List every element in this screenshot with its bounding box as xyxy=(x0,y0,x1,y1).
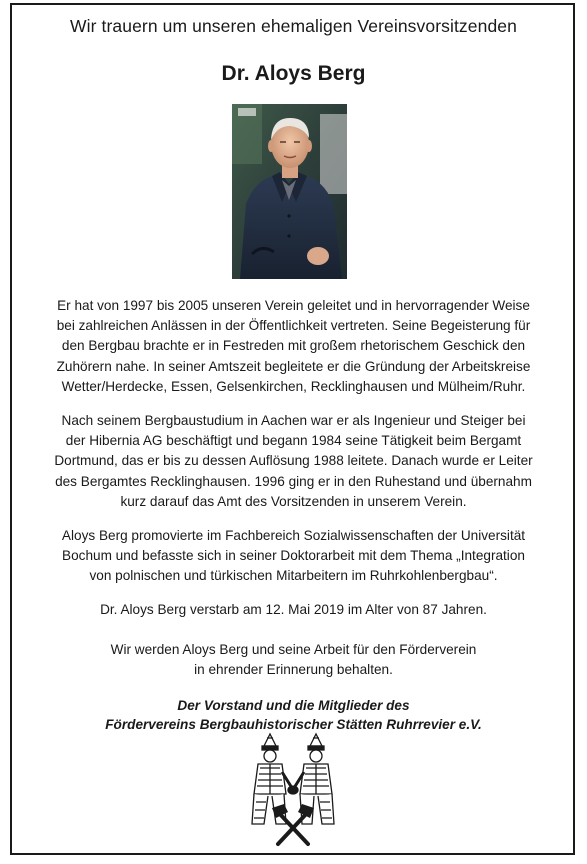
text-line: Bochum und befasste sich in seiner Doktorarbeit mit dem Thema „Integration xyxy=(62,548,525,564)
miners-emblem xyxy=(248,732,338,850)
signature-line: Fördervereins Bergbauhistorischer Stätten Ruhrrevier e.V. xyxy=(105,717,482,732)
page-heading: Wir trauern um unseren ehemaligen Vereinsvorsitzenden xyxy=(70,16,517,36)
portrait-image xyxy=(232,104,347,279)
text-line: Dr. Aloys Berg verstarb am 12. Mai 2019 im Alter von 87 Jahren. xyxy=(100,602,487,617)
text-line: von polnischen und türkischen Mitarbeitern im Ruhrkohlenbergbau“. xyxy=(89,568,498,584)
text-line: Er hat von 1997 bis 2005 unseren Verein geleitet und in hervorragender Weise xyxy=(57,298,530,313)
paragraph-career xyxy=(20,411,567,512)
text-line: des Bergamtes Recklinghausen. 1996 ging er in den Ruhestand und übernahm xyxy=(55,473,532,489)
paragraph-tenure xyxy=(20,296,567,397)
text-line: bei zahlreichen Anlässen in der Öffentlichkeit vertreten. Seine Begeisterung für xyxy=(56,318,531,334)
signature-block xyxy=(20,696,567,734)
text-line: in ehrender Erinnerung behalten. xyxy=(194,662,393,678)
text-line: den Bergbau brachte er in Festreden mit großem rhetorischem Geschick den xyxy=(61,338,526,354)
paragraph-remembrance xyxy=(20,640,567,680)
text-line: Aloys Berg promovierte im Fachbereich Sozialwissenschaften der Universität xyxy=(61,528,526,543)
text-line: Dortmund, das er bis zu dessen Auflösung 1988 leitete. Danach wurde er Leiter xyxy=(54,453,533,469)
signature-line: Der Vorstand und die Mitglieder des xyxy=(177,698,410,713)
text-line: Wir werden Aloys Berg und seine Arbeit für den Förderverein xyxy=(110,642,477,657)
text-line: der Hibernia AG beschäftigt und begann 1984 seine Tätigkeit beim Bergamt xyxy=(65,433,522,449)
text-line: kurz darauf das Amt des Vorsitzenden in unserem Verein. xyxy=(120,493,467,509)
deceased-name: Dr. Aloys Berg xyxy=(221,62,366,85)
text-line: Wetter/Herdecke, Essen, Gelsenkirchen, Recklinghausen und Mülheim/Ruhr. xyxy=(61,378,526,394)
text-line: Nach seinem Bergbaustudium in Aachen war er als Ingenieur und Steiger bei xyxy=(61,413,526,428)
paragraph-doctorate xyxy=(20,526,567,587)
paragraph-death xyxy=(20,600,567,620)
text-line: Zuhörern nahe. In seiner Amtszeit begleitete er die Gründung der Arbeitskreise xyxy=(56,358,531,374)
miners-handshake-icon xyxy=(248,732,338,850)
portrait-photo xyxy=(232,104,347,279)
